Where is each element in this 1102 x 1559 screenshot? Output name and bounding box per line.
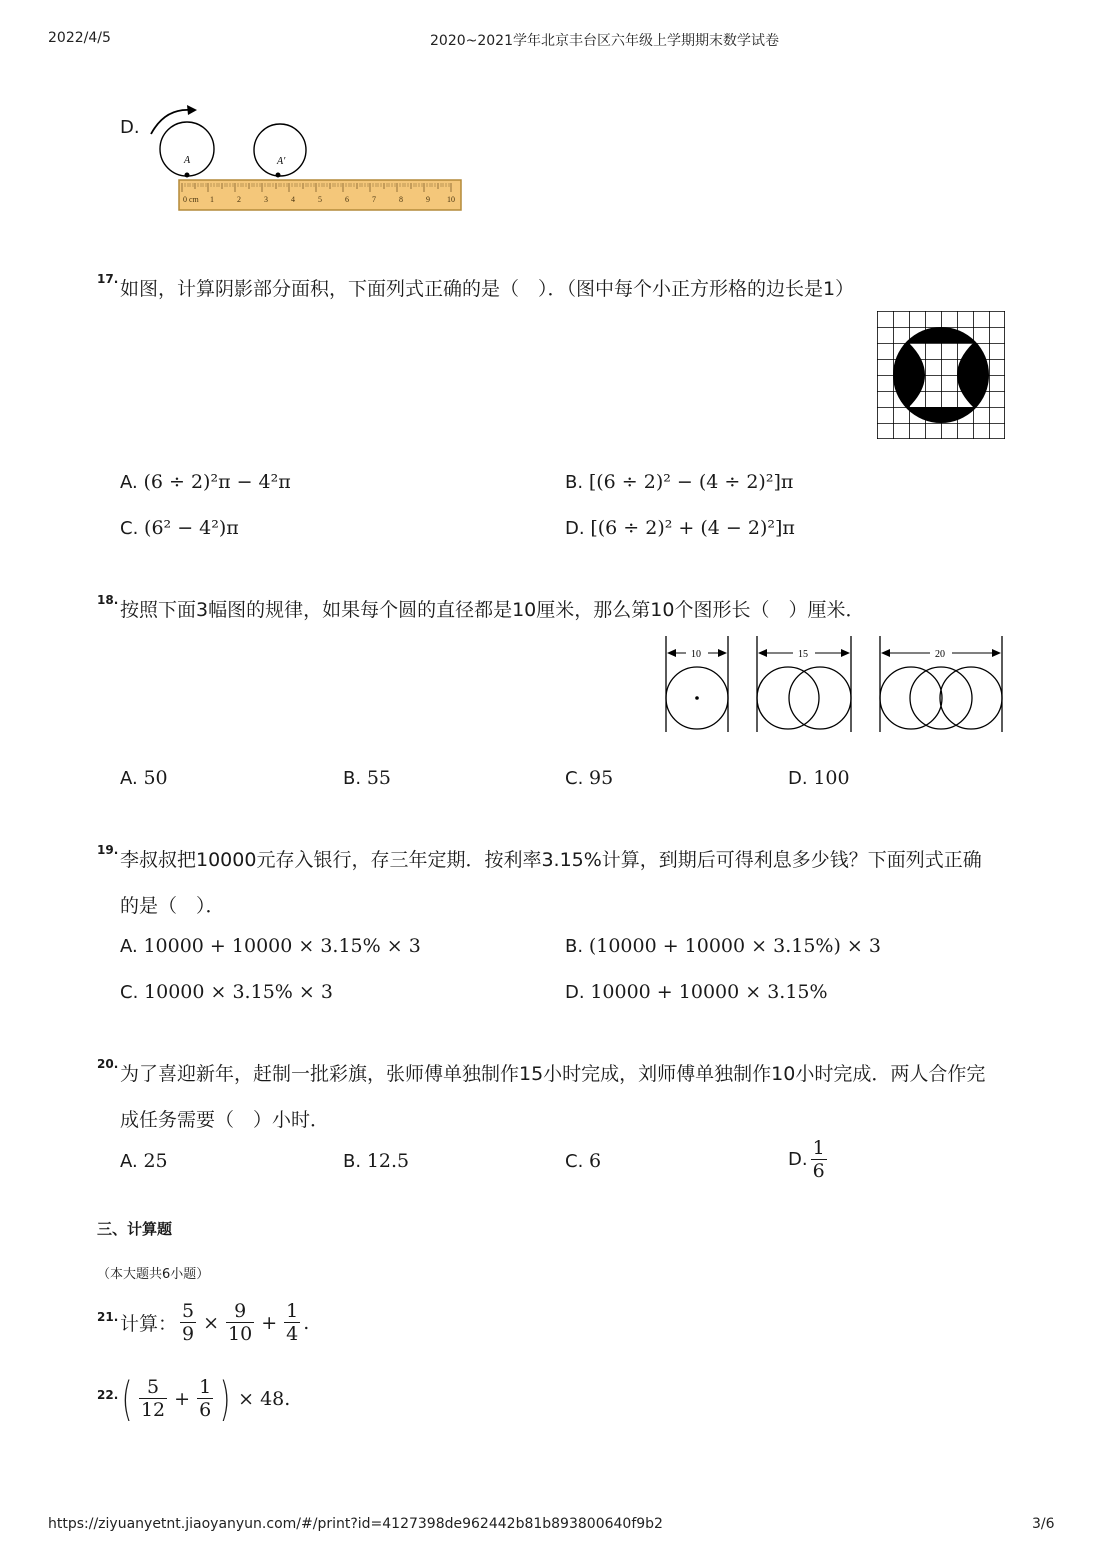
q20-text-line1: 为了喜迎新年，赶制一批彩旗，张师傅单独制作15小时完成，刘师傅单独制作10小时完成．两人合作完 bbox=[120, 1063, 986, 1085]
left-paren: ( bbox=[121, 1371, 133, 1426]
q18-number: 18. bbox=[97, 593, 119, 607]
q18-option-a[interactable] bbox=[120, 767, 168, 789]
fraction bbox=[180, 1300, 196, 1345]
option-math: (6 ÷ 2)²π − 4²π bbox=[143, 471, 291, 493]
ruler-tick-label: 1 bbox=[210, 195, 214, 204]
option-value: 55 bbox=[366, 767, 391, 789]
q18-option-c[interactable] bbox=[565, 767, 613, 789]
option-label: D. bbox=[565, 518, 585, 539]
option-math: 10000 + 10000 × 3.15% × 3 bbox=[143, 935, 421, 957]
option-value: 100 bbox=[813, 767, 850, 789]
option-label: A. bbox=[120, 472, 138, 493]
section-title: 三、计算题 bbox=[97, 1220, 173, 1238]
q18-option-b[interactable] bbox=[343, 767, 391, 789]
option-value: 25 bbox=[143, 1150, 168, 1172]
q18-circles-figure bbox=[660, 636, 1008, 734]
fraction-numerator: 1 bbox=[199, 1376, 212, 1398]
q19-option-b[interactable] bbox=[565, 935, 881, 957]
q22-number: 22. bbox=[97, 1388, 119, 1402]
q20-number: 20. bbox=[97, 1057, 119, 1071]
fraction-denominator: 6 bbox=[199, 1399, 212, 1421]
width-label: 20 bbox=[935, 649, 945, 660]
option-value: 12.5 bbox=[366, 1150, 410, 1172]
option-label: B. bbox=[343, 1151, 362, 1172]
width-label: 15 bbox=[798, 649, 808, 660]
q22-tail: × 48. bbox=[238, 1387, 291, 1410]
fraction bbox=[139, 1376, 167, 1421]
q20-option-d[interactable] bbox=[788, 1137, 830, 1182]
ruler-tick-label: 0 cm bbox=[183, 195, 199, 204]
option-math: 10000 × 3.15% × 3 bbox=[144, 981, 333, 1003]
ruler-tick-label: 9 bbox=[426, 195, 430, 204]
q17-option-a[interactable] bbox=[120, 471, 291, 493]
option-label: C. bbox=[565, 1151, 584, 1172]
option-label: C. bbox=[120, 518, 139, 539]
option-math: [(6 ÷ 2)² − (4 ÷ 2)²]π bbox=[588, 471, 794, 493]
q18-text: 按照下面3幅图的规律，如果每个圆的直径都是10厘米，那么第10个图形长（ ）厘米． bbox=[120, 599, 865, 621]
fraction-numerator: 9 bbox=[234, 1300, 247, 1322]
option-math: (10000 + 10000 × 3.15%) × 3 bbox=[588, 935, 881, 957]
q18-option-d[interactable] bbox=[788, 767, 850, 789]
option-label: D. bbox=[788, 1149, 808, 1170]
point-a-label: A bbox=[184, 155, 191, 166]
ruler-tick-label: 6 bbox=[345, 195, 349, 204]
q21-prefix: 计算： bbox=[120, 1313, 178, 1335]
operator: + bbox=[174, 1387, 191, 1410]
q17-option-b[interactable] bbox=[565, 471, 793, 493]
fraction-numerator: 5 bbox=[182, 1300, 195, 1322]
q20-option-b[interactable] bbox=[343, 1150, 409, 1172]
q20-option-a[interactable] bbox=[120, 1150, 168, 1172]
option-value: 6 bbox=[589, 1150, 602, 1172]
q19-option-a[interactable] bbox=[120, 935, 421, 957]
fraction-denominator: 9 bbox=[182, 1323, 195, 1345]
operator: × bbox=[203, 1311, 220, 1334]
q17-option-d[interactable] bbox=[565, 517, 795, 539]
fraction bbox=[197, 1376, 213, 1421]
ruler-tick-label: 4 bbox=[291, 195, 295, 204]
option-label: D. bbox=[565, 982, 585, 1003]
operator: + bbox=[261, 1311, 278, 1334]
fraction-numerator: 5 bbox=[147, 1376, 160, 1398]
q17-option-c[interactable] bbox=[120, 517, 239, 539]
page-title: 2020~2021学年北京丰台区六年级上学期期末数学试卷 bbox=[430, 33, 779, 49]
ruler-tick-label: 3 bbox=[264, 195, 268, 204]
option-math: 10000 + 10000 × 3.15% bbox=[590, 981, 828, 1003]
option-label: A. bbox=[120, 1151, 138, 1172]
period: . bbox=[303, 1311, 310, 1334]
q16-ruler-figure bbox=[145, 102, 465, 214]
option-label: B. bbox=[565, 936, 584, 957]
section-note: （本大题共6小题） bbox=[97, 1267, 210, 1282]
option-math: (6² − 4²)π bbox=[144, 517, 239, 539]
option-value: 95 bbox=[589, 767, 614, 789]
q19-option-d[interactable] bbox=[565, 981, 828, 1003]
q20-text-line2: 成任务需要（ ）小时． bbox=[120, 1109, 330, 1131]
ruler-tick-label: 7 bbox=[372, 195, 376, 204]
q17-number: 17. bbox=[97, 272, 119, 286]
option-label: D. bbox=[788, 768, 808, 789]
q19-number: 19. bbox=[97, 843, 119, 857]
option-label: B. bbox=[565, 472, 584, 493]
right-paren: ) bbox=[219, 1371, 231, 1426]
fraction-denominator: 10 bbox=[228, 1323, 253, 1345]
fraction bbox=[226, 1300, 254, 1345]
option-label: B. bbox=[343, 768, 362, 789]
fraction-numerator: 1 bbox=[286, 1300, 299, 1322]
ruler-tick-label: 8 bbox=[399, 195, 403, 204]
point-a-prime-label: A′ bbox=[277, 156, 286, 167]
fraction-denominator: 4 bbox=[286, 1323, 299, 1345]
option-math: [(6 ÷ 2)² + (4 − 2)²]π bbox=[590, 517, 795, 539]
fraction-denominator: 12 bbox=[140, 1399, 166, 1421]
option-fraction bbox=[811, 1137, 827, 1182]
option-label: A. bbox=[120, 768, 138, 789]
page-number: 3/6 bbox=[1032, 1516, 1055, 1532]
fraction-numerator: 1 bbox=[812, 1137, 825, 1159]
ruler-tick-label: 2 bbox=[237, 195, 241, 204]
fraction-denominator: 6 bbox=[812, 1160, 825, 1182]
fraction bbox=[284, 1300, 300, 1345]
q21-expression bbox=[120, 1300, 309, 1345]
ruler-tick-label: 5 bbox=[318, 195, 322, 204]
q19-option-c[interactable] bbox=[120, 981, 333, 1003]
option-label: C. bbox=[565, 768, 584, 789]
option-label: A. bbox=[120, 936, 138, 957]
print-date: 2022/4/5 bbox=[48, 30, 111, 46]
q21-number: 21. bbox=[97, 1310, 119, 1324]
option-value: 50 bbox=[143, 767, 168, 789]
q16-option-d-label: D. bbox=[120, 117, 140, 138]
q17-text: 如图，计算阴影部分面积，下面列式正确的是（ ）．（图中每个小正方形格的边长是1） bbox=[120, 278, 855, 300]
q17-grid-figure bbox=[877, 311, 1007, 441]
option-label: C. bbox=[120, 982, 139, 1003]
q19-text-line2: 的是（ ）． bbox=[120, 895, 225, 917]
q20-option-c[interactable] bbox=[565, 1150, 601, 1172]
q19-text-line1: 李叔叔把10000元存入银行，存三年定期．按利率3.15%计算，到期后可得利息多少钱？下面列式正确 bbox=[120, 849, 982, 871]
footer-url[interactable]: https://ziyuanyetnt.jiaoyanyun.com/#/print?id=4127398de962442b81b893800640f9b2 bbox=[48, 1516, 663, 1532]
q22-expression bbox=[118, 1371, 291, 1426]
ruler-tick-label: 10 bbox=[447, 195, 455, 204]
width-label: 10 bbox=[691, 649, 701, 660]
